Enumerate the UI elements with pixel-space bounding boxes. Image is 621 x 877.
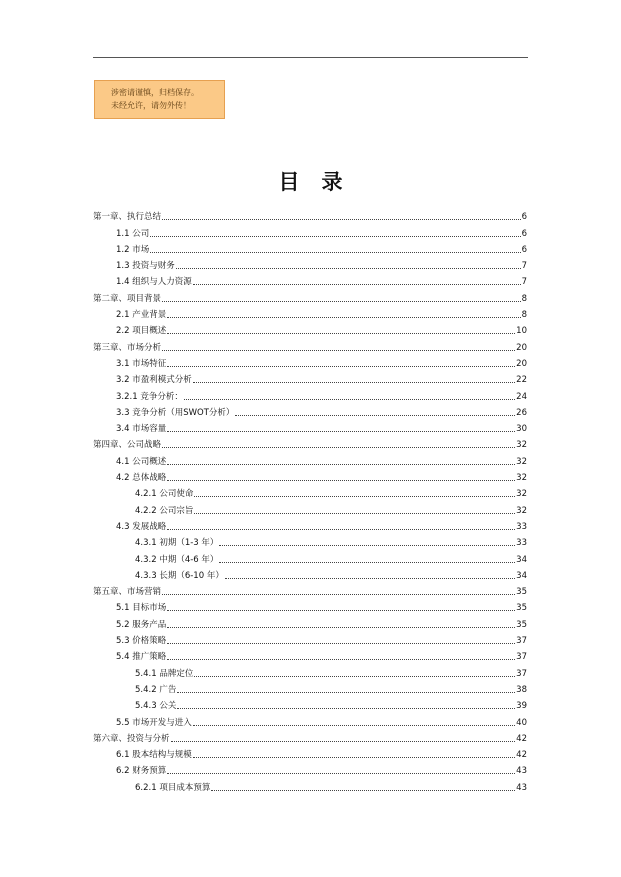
toc-entry-page-number: 40: [516, 717, 527, 728]
toc-entry[interactable]: [93, 728, 527, 744]
toc-entry-page-number: 37: [516, 636, 527, 647]
toc-leader-dots: [177, 708, 515, 709]
toc-entry-page-number: 6: [521, 244, 527, 255]
toc-leader-dots: [150, 252, 520, 253]
toc-leader-dots: [193, 382, 515, 383]
toc-entry-page-number: 10: [516, 326, 527, 337]
toc-entry-page-number: 8: [521, 310, 527, 321]
toc-entry-page-number: 34: [516, 570, 527, 581]
toc-entry-label: 6.2.1 项目成本预算: [135, 782, 211, 793]
toc-entry[interactable]: [93, 255, 527, 271]
toc-entry-label: 4.3.3 长期（6-10 年）: [135, 570, 224, 581]
header-rule: [93, 57, 528, 58]
toc-entry-page-number: 43: [516, 766, 527, 777]
page-title: 目录: [278, 169, 365, 194]
toc-entry[interactable]: [93, 630, 527, 646]
toc-leader-dots: [194, 513, 515, 514]
toc-entry[interactable]: [93, 418, 527, 434]
toc-leader-dots: [225, 578, 515, 579]
toc-leader-dots: [167, 366, 515, 367]
toc-entry[interactable]: [93, 483, 527, 499]
toc-leader-dots: [193, 284, 521, 285]
toc-entry[interactable]: [93, 711, 527, 727]
confidential-notice: [94, 80, 225, 119]
toc-entry[interactable]: [93, 450, 527, 466]
toc-entry-label: 1.3 投资与财务: [116, 261, 175, 272]
toc-entry-page-number: 42: [516, 733, 527, 744]
toc-entry[interactable]: [93, 565, 527, 581]
toc-entry[interactable]: [93, 662, 527, 678]
toc-leader-dots: [150, 236, 520, 237]
toc-entry-label: 1.4 组织与人力资源: [116, 277, 192, 288]
toc-entry-page-number: 37: [516, 652, 527, 663]
toc-entry-page-number: 32: [516, 473, 527, 484]
toc-entry[interactable]: [93, 320, 527, 336]
toc-leader-dots: [162, 350, 515, 351]
toc-leader-dots: [211, 790, 515, 791]
toc-entry[interactable]: [93, 516, 527, 532]
toc-leader-dots: [194, 496, 515, 497]
toc-entry-label: 2.2 项目概述: [116, 326, 167, 337]
toc-entry[interactable]: [93, 271, 527, 287]
toc-entry-label: 4.3 发展战略: [116, 521, 167, 532]
toc-entry[interactable]: [93, 206, 527, 222]
toc-leader-dots: [167, 529, 515, 530]
toc-entry-label: 4.2.1 公司使命: [135, 489, 194, 500]
toc-entry-label: 5.2 服务产品: [116, 619, 167, 630]
toc-entry[interactable]: [93, 613, 527, 629]
toc-leader-dots: [219, 545, 515, 546]
toc-entry-label: 4.3.1 初期（1-3 年）: [135, 538, 219, 549]
toc-entry[interactable]: [93, 499, 527, 515]
toc-entry[interactable]: [93, 646, 527, 662]
toc-leader-dots: [167, 317, 520, 318]
toc-entry-page-number: 35: [516, 619, 527, 630]
toc-entry[interactable]: [93, 353, 527, 369]
toc-entry-label: 6.2 财务预算: [116, 766, 167, 777]
toc-entry-page-number: 42: [516, 750, 527, 761]
toc-entry-page-number: 39: [516, 701, 527, 712]
toc-leader-dots: [194, 676, 515, 677]
toc-entry-label: 3.3 竞争分析（用SWOT分析）: [116, 407, 235, 418]
toc-entry[interactable]: [93, 222, 527, 238]
toc-entry-label: 5.3 价格策略: [116, 636, 167, 647]
toc-entry-label: 3.2.1 竞争分析：: [116, 391, 183, 402]
toc-entry-page-number: 7: [521, 277, 527, 288]
toc-entry-label: 3.2 市盈利模式分析: [116, 375, 192, 386]
toc-leader-dots: [167, 464, 515, 465]
toc-leader-dots: [171, 741, 516, 742]
toc-entry-page-number: 32: [516, 489, 527, 500]
toc-entry[interactable]: [93, 760, 527, 776]
toc-entry-label: 5.4.1 品牌定位: [135, 668, 194, 679]
toc-entry[interactable]: [93, 597, 527, 613]
toc-entry[interactable]: [93, 239, 527, 255]
toc-entry-label: 5.4 推广策略: [116, 652, 167, 663]
toc-leader-dots: [176, 268, 521, 269]
toc-entry-page-number: 24: [516, 391, 527, 402]
toc-entry-page-number: 20: [516, 342, 527, 353]
toc-leader-dots: [184, 399, 515, 400]
toc-leader-dots: [162, 219, 521, 220]
toc-leader-dots: [193, 757, 515, 758]
toc-entry-page-number: 43: [516, 782, 527, 793]
toc-entry-label: 第二章、项目背景: [93, 293, 162, 304]
toc-entry-page-number: 30: [516, 424, 527, 435]
toc-entry-page-number: 7: [521, 261, 527, 272]
toc-entry[interactable]: [93, 744, 527, 760]
toc-entry-label: 2.1 产业背景: [116, 310, 167, 321]
toc-entry-label: 6.1 股本结构与规模: [116, 750, 192, 761]
toc-entry-page-number: 26: [516, 407, 527, 418]
toc-entry[interactable]: [93, 369, 527, 385]
toc-leader-dots: [219, 562, 515, 563]
toc-entry-page-number: 33: [516, 538, 527, 549]
toc-entry-label: 1.2 市场: [116, 244, 150, 255]
toc-entry[interactable]: [93, 581, 527, 597]
toc-entry-page-number: 32: [516, 456, 527, 467]
toc-entry-label: 5.5 市场开发与进入: [116, 717, 192, 728]
toc-leader-dots: [167, 627, 515, 628]
toc-entry[interactable]: [93, 467, 527, 483]
toc-leader-dots: [167, 480, 515, 481]
toc-leader-dots: [167, 773, 515, 774]
notice-line-2: 未经允许，请勿外传！: [111, 101, 191, 110]
toc-entry-label: 第三章、市场分析: [93, 342, 162, 353]
toc-leader-dots: [167, 610, 515, 611]
toc-entry[interactable]: [93, 336, 527, 352]
table-of-contents: [93, 206, 527, 793]
toc-entry-label: 1.1 公司: [116, 228, 150, 239]
toc-entry-label: 第一章、执行总结: [93, 212, 162, 223]
toc-entry-label: 4.2 总体战略: [116, 473, 167, 484]
toc-entry[interactable]: [93, 287, 527, 303]
toc-entry-page-number: 37: [516, 668, 527, 679]
toc-entry-label: 4.1 公司概述: [116, 456, 167, 467]
toc-entry-page-number: 32: [516, 505, 527, 516]
toc-entry-label: 3.4 市场容量: [116, 424, 167, 435]
toc-entry[interactable]: [93, 304, 527, 320]
toc-entry-label: 第六章、投资与分析: [93, 733, 170, 744]
toc-entry-label: 5.4.3 公关: [135, 701, 177, 712]
toc-entry-page-number: 20: [516, 358, 527, 369]
toc-entry-page-number: 6: [521, 212, 527, 223]
toc-entry-label: 4.2.2 公司宗旨: [135, 505, 194, 516]
toc-leader-dots: [235, 415, 515, 416]
toc-leader-dots: [193, 725, 515, 726]
toc-leader-dots: [167, 333, 515, 334]
toc-entry-label: 4.3.2 中期（4-6 年）: [135, 554, 219, 565]
toc-entry-page-number: 33: [516, 521, 527, 532]
toc-leader-dots: [167, 659, 515, 660]
toc-leader-dots: [167, 643, 515, 644]
toc-entry-label: 第五章、市场营销: [93, 587, 162, 598]
notice-line-1: 涉密请谨慎，归档保存。: [111, 88, 199, 97]
toc-entry[interactable]: [93, 548, 527, 564]
toc-entry-label: 5.4.2 广告: [135, 684, 177, 695]
toc-entry-page-number: 35: [516, 587, 527, 598]
toc-leader-dots: [162, 594, 515, 595]
toc-entry[interactable]: [93, 402, 527, 418]
toc-entry-page-number: 8: [521, 293, 527, 304]
toc-entry[interactable]: [93, 385, 527, 401]
toc-entry-page-number: 6: [521, 228, 527, 239]
toc-entry-label: 3.1 市场特征: [116, 358, 167, 369]
toc-leader-dots: [162, 301, 521, 302]
toc-entry-page-number: 34: [516, 554, 527, 565]
toc-entry-page-number: 32: [516, 440, 527, 451]
toc-entry[interactable]: [93, 695, 527, 711]
toc-entry[interactable]: [93, 532, 527, 548]
toc-entry-label: 5.1 目标市场: [116, 603, 167, 614]
toc-entry[interactable]: [93, 679, 527, 695]
toc-entry-page-number: 35: [516, 603, 527, 614]
toc-leader-dots: [177, 692, 515, 693]
toc-entry[interactable]: [93, 434, 527, 450]
toc-entry-page-number: 22: [516, 375, 527, 386]
toc-leader-dots: [167, 431, 515, 432]
toc-leader-dots: [162, 447, 515, 448]
toc-entry[interactable]: [93, 776, 527, 792]
toc-entry-page-number: 38: [516, 684, 527, 695]
toc-entry-label: 第四章、公司战略: [93, 440, 162, 451]
